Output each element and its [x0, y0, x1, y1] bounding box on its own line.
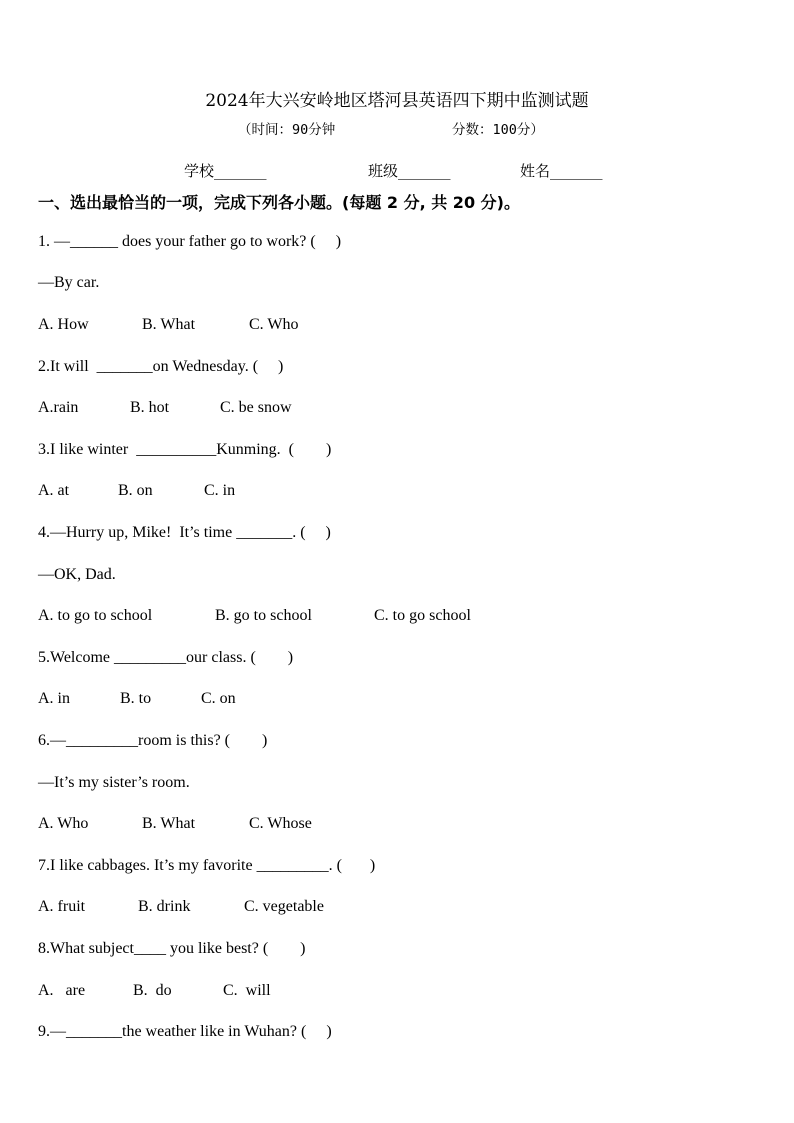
- question-7-line-1: 7.I like cabbages. It’s my favorite _________. ( ): [38, 857, 376, 874]
- question-7-option-c: C. vegetable: [244, 898, 324, 915]
- question-7-option-a: A. fruit: [38, 898, 86, 915]
- question-2-option-a: A.rain: [38, 399, 79, 416]
- question-8-line-1: 8.What subject____ you like best? ( ): [38, 940, 306, 957]
- question-1-option-c: C. Who: [249, 316, 299, 333]
- exam-score: 分数：100分）: [452, 122, 544, 138]
- question-3-line-1: 3.I like winter __________Kunming. ( ): [38, 441, 332, 458]
- question-6-line-1: 6.—_________room is this? ( ): [38, 732, 268, 749]
- question-3-option-b: B. on: [118, 482, 153, 499]
- question-5-option-c: C. on: [201, 690, 236, 707]
- question-2-option-b: B. hot: [130, 399, 170, 416]
- question-8-option-c: C. will: [223, 982, 271, 999]
- class-field: 班级_______: [368, 162, 451, 180]
- question-4-line-2: —OK, Dad.: [38, 566, 116, 583]
- question-5-option-b: B. to: [120, 690, 152, 707]
- section-heading: 一、选出最恰当的一项，完成下列各小题。(每题 2 分, 共 20 分)。: [38, 193, 520, 212]
- question-4-option-b: B. go to school: [215, 607, 312, 624]
- school-field: 学校_______: [184, 162, 267, 180]
- question-7-option-b: B. drink: [138, 898, 191, 915]
- question-1-line-1: 1. —______ does your father go to work? ( ): [38, 233, 342, 250]
- question-4-line-1: 4.—Hurry up, Mike! It’s time _______. ( ): [38, 524, 331, 541]
- question-4-option-a: A. to go to school: [38, 607, 153, 624]
- question-6-option-b: B. What: [142, 815, 196, 832]
- question-1-line-2: —By car.: [38, 274, 100, 291]
- question-3-option-a: A. at: [38, 482, 70, 499]
- question-1-option-b: B. What: [142, 316, 196, 333]
- exam-time: （时间：90分钟: [238, 122, 336, 138]
- question-8-option-b: B. do: [133, 982, 172, 999]
- question-2-line-1: 2.It will _______on Wednesday. ( ): [38, 358, 284, 375]
- question-1-option-a: A. How: [38, 316, 89, 333]
- question-3-option-c: C. in: [204, 482, 236, 499]
- question-2-option-c: C. be snow: [220, 399, 292, 416]
- question-6-line-2: —It’s my sister’s room.: [38, 774, 190, 791]
- question-6-option-a: A. Who: [38, 815, 89, 832]
- question-9-line-1: 9.—_______the weather like in Wuhan? ( ): [38, 1023, 332, 1040]
- name-field: 姓名_______: [520, 162, 603, 180]
- question-6-option-c: C. Whose: [249, 815, 312, 832]
- question-5-line-1: 5.Welcome _________our class. ( ): [38, 649, 294, 666]
- exam-title: 2024年大兴安岭地区塔河县英语四下期中监测试题: [205, 91, 589, 111]
- question-5-option-a: A. in: [38, 690, 70, 707]
- question-8-option-a: A. are: [38, 982, 86, 999]
- question-4-option-c: C. to go school: [374, 607, 471, 624]
